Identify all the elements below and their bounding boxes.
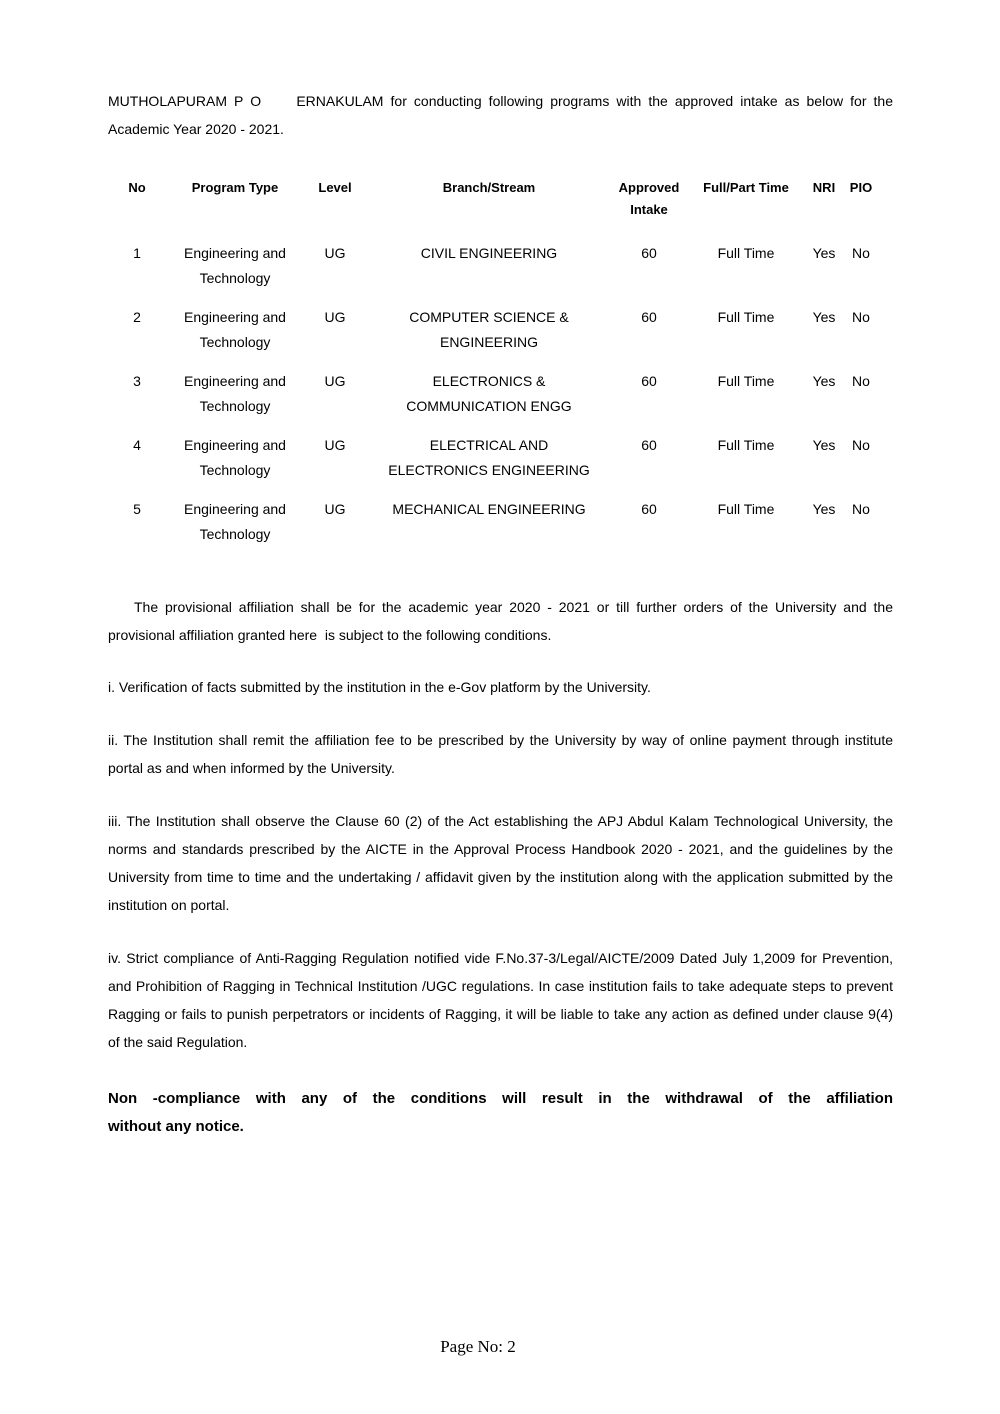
cell-pio: No [852,309,870,325]
column-header-nri: NRI [812,180,836,195]
branch-line: COMPUTER SCIENCE & [409,309,569,325]
cell-nri: Yes [812,245,836,261]
cell-branch-stream [366,305,612,355]
intro-paragraph: MUTHOLAPURAM P O ERNAKULAM for conducting following programs with the approved intake as below for the Academic Year 2020 - 2021. [108,93,893,137]
cell-nri: Yes [812,373,836,389]
cell-full-part-time: Full Time [717,309,775,325]
cell-no: 4 [133,437,141,453]
cell-approved-intake: 60 [641,437,657,453]
cell-pio: No [852,245,870,261]
table-row [108,497,893,547]
cell-full-part-time: Full Time [717,245,775,261]
table-row [108,433,893,483]
cell-pio: No [852,437,870,453]
cell-level: UG [324,309,346,325]
cell-no: 1 [133,245,141,261]
branch-line: COMMUNICATION ENGG [406,398,572,414]
cell-level: UG [324,501,346,517]
cell-no: 5 [133,501,141,517]
branch-line: ELECTRONICS ENGINEERING [388,462,590,478]
column-header-full-part-time: Full/Part Time [703,180,789,195]
branch-line: ELECTRONICS & [432,373,546,389]
column-header-approved-intake: Approved Intake [618,180,680,217]
cell-branch-stream [366,241,612,266]
provisional-affiliation-paragraph: The provisional affiliation shall be for the academic year 2020 - 2021 or till further orders of the University and the provisional affiliation granted here is subject to the following conditions. [108,599,893,643]
column-header-pio: PIO [849,180,873,195]
column-header-program-type: Program Type [191,180,279,195]
condition-i-paragraph: i. Verification of facts submitted by the institution in the e-Gov platform by the University. [108,679,651,695]
cell-level: UG [324,373,346,389]
branch-line: CIVIL ENGINEERING [420,245,558,261]
column-header-no: No [128,180,146,195]
cell-no: 2 [133,309,141,325]
warning-line: Non -compliance with any of the conditions will result in the withdrawal of the affiliation [108,1090,893,1107]
programs-table [108,177,893,547]
table-row [108,241,893,291]
condition-iii-paragraph: iii. The Institution shall observe the Clause 60 (2) of the Act establishing the APJ Abdul Kalam Technological University, the norms and standards prescribed by the AICTE in the Approval Process Handbook 2020 - 2021, and the guidelines by the University from time to time and the undertaking / affidavit given by the institution along with the application submitted by the institution on portal. [108,813,893,913]
cell-approved-intake: 60 [641,309,657,325]
cell-program-type: Engineering and Technology [184,501,286,542]
column-header-level: Level [318,180,352,195]
cell-nri: Yes [812,437,836,453]
cell-program-type: Engineering and Technology [184,245,286,286]
cell-program-type: Engineering and Technology [184,309,286,350]
cell-pio: No [852,373,870,389]
table-row [108,369,893,419]
cell-pio: No [852,501,870,517]
warning-line: without any notice. [108,1118,244,1135]
document-content [108,87,893,1141]
cell-level: UG [324,245,346,261]
cell-branch-stream [366,433,612,483]
cell-approved-intake: 60 [641,245,657,261]
cell-full-part-time: Full Time [717,437,775,453]
condition-iv-paragraph: iv. Strict compliance of Anti-Ragging Regulation notified vide F.No.37-3/Legal/AICTE/2009 Dated July 1,2009 for Prevention, and Prohibition of Ragging in Technical Institution /UGC regulations. In case institution fails to take adequate steps to prevent Ragging or fails to punish perpetrators or incidents of Ragging, it will be liable to take any action as defined under clause 9(4) of the said Regulation. [108,950,893,1050]
branch-line: ENGINEERING [439,334,538,350]
cell-approved-intake: 60 [641,501,657,517]
cell-approved-intake: 60 [641,373,657,389]
cell-nri: Yes [812,309,836,325]
cell-nri: Yes [812,501,836,517]
cell-level: UG [324,437,346,453]
cell-program-type: Engineering and Technology [184,373,286,414]
cell-branch-stream [366,369,612,419]
cell-no: 3 [133,373,141,389]
page-number: Page No: 2 [440,1337,516,1356]
cell-full-part-time: Full Time [717,373,775,389]
branch-line: MECHANICAL ENGINEERING [392,501,586,517]
condition-ii-paragraph: ii. The Institution shall remit the affiliation fee to be prescribed by the University by way of online payment through institute portal as and when informed by the University. [108,732,893,776]
branch-line: ELECTRICAL AND [429,437,549,453]
non-compliance-warning [108,1085,893,1141]
table-row [108,305,893,355]
column-header-branch-stream: Branch/Stream [442,180,536,195]
cell-branch-stream [366,497,612,522]
cell-program-type: Engineering and Technology [184,437,286,478]
cell-full-part-time: Full Time [717,501,775,517]
table-header-row [108,177,893,221]
